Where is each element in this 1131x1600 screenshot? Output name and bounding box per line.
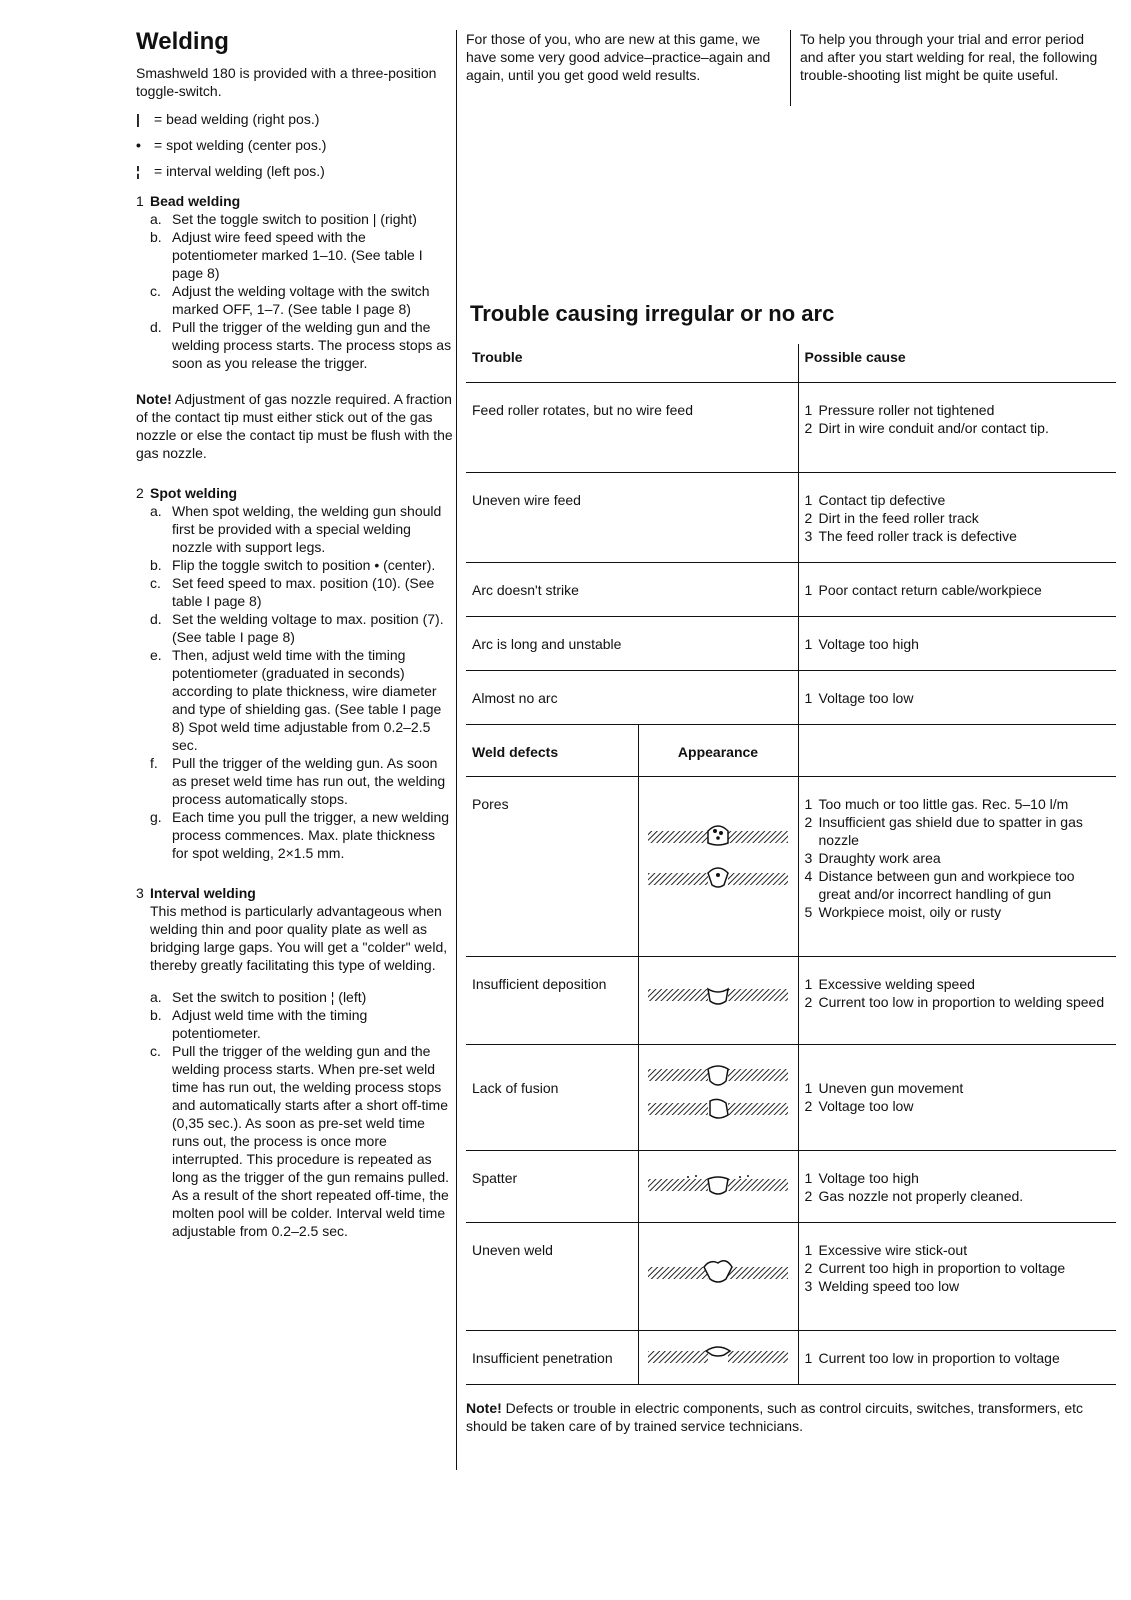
- defect-name: Insufficient deposition: [466, 956, 638, 1044]
- mode-interval: [136, 162, 454, 180]
- header-defects: Weld defects: [466, 724, 638, 776]
- list-item: [150, 556, 454, 574]
- defect-appearance: [638, 1044, 798, 1150]
- defect-appearance: [638, 956, 798, 1044]
- cause-list: 1 Uneven gun movement 2 Voltage too low: [798, 1044, 1116, 1150]
- item-text: Adjust wire feed speed with the potentiometer marked 1–10. (See table I page 8): [172, 229, 423, 281]
- step-title: Spot welding: [150, 485, 238, 501]
- table-row: [466, 616, 1116, 670]
- item-letter: f.: [150, 755, 158, 771]
- note-label: Note!: [466, 1399, 502, 1416]
- item-letter: b.: [150, 557, 162, 573]
- uneven-weld-diagram-icon: [648, 1259, 788, 1287]
- cause-item: Uneven gun movement: [818, 1079, 964, 1096]
- item-text: Set feed speed to max. position (10). (See table I page 8): [172, 575, 435, 609]
- cause-list: 1 Poor contact return cable/workpiece: [798, 562, 1116, 616]
- item-letter: b.: [150, 1007, 162, 1023]
- table-row: [466, 562, 1116, 616]
- defect-appearance: [638, 1330, 798, 1384]
- table-row: [466, 956, 1116, 1044]
- item-text: Adjust the welding voltage with the switch marked OFF, 1–7. (See table I page 8): [172, 283, 430, 317]
- item-letter: d.: [150, 319, 162, 335]
- defect-name: Spatter: [466, 1150, 638, 1222]
- mode-spot: [136, 136, 454, 154]
- table-row: [466, 776, 1116, 956]
- cause-item: Gas nozzle not properly cleaned.: [818, 1187, 1024, 1204]
- table-header-row: [466, 344, 1116, 382]
- mode-symbol: ¦: [136, 163, 140, 179]
- cause-list: 1 Excessive wire stick-out 2 Current too high in proportion to voltage 3 Welding speed too low: [798, 1222, 1116, 1330]
- note-label: Note!: [136, 391, 172, 407]
- item-letter: g.: [150, 809, 162, 825]
- cause-item: Poor contact return cable/workpiece: [818, 581, 1042, 598]
- cause-item: Workpiece moist, oily or rusty: [818, 903, 1002, 920]
- cause-list: 1 Voltage too low: [798, 670, 1116, 724]
- left-column: [136, 28, 454, 1240]
- step-title: Interval welding: [150, 885, 256, 901]
- table-row: [466, 472, 1116, 562]
- item-letter: c.: [150, 575, 161, 591]
- column-divider: [790, 30, 791, 106]
- note-gas-nozzle: [136, 390, 454, 462]
- cause-list: 1 Pressure roller not tightened 2 Dirt in wire conduit and/or contact tip.: [798, 382, 1116, 472]
- lack-of-fusion-diagram-icon: [648, 1065, 788, 1125]
- cause-item: Too much or too little gas. Rec. 5–10 l/m: [818, 795, 1069, 812]
- cause-item: The feed roller track is defective: [818, 527, 1017, 544]
- spatter-diagram-icon: [648, 1175, 788, 1199]
- header-appearance: Appearance: [638, 724, 798, 776]
- item-text: Flip the toggle switch to position • (center).: [172, 557, 436, 573]
- step-number: 3: [136, 885, 144, 901]
- list-item: [150, 210, 454, 228]
- list-item: [150, 282, 454, 318]
- list-item: [150, 646, 454, 754]
- cause-item: Pressure roller not tightened: [818, 401, 995, 418]
- item-text: Pull the trigger of the welding gun and the welding process starts. When pre-set weld time has run out, the welding process stops and automatically starts after a short off-time (0,35 sec.). As soon as pre-set weld time runs out, the process is once more interrupted. This procedure is repeated as long as the trigger of the gun remains pulled. As a result of the short repeated off-time, the molten pool will be colder. Interval weld time adjustable from 0.2–2.5 sec.: [172, 1043, 450, 1239]
- list-item: [150, 1006, 454, 1042]
- mode-label: = bead welding (right pos.): [154, 111, 320, 127]
- header-empty: [798, 724, 1116, 776]
- troubleshooting-section: [466, 300, 1131, 1435]
- list-item: [150, 502, 454, 556]
- table-title: Trouble causing irregular or no arc: [470, 301, 835, 326]
- item-text: Pull the trigger of the welding gun. As soon as preset weld time has run out, the welding process automatically stops.: [172, 755, 446, 807]
- defect-name: Lack of fusion: [466, 1044, 638, 1150]
- cause-item: Voltage too high: [818, 635, 919, 652]
- list-item: [150, 610, 454, 646]
- interval-welding-section: [136, 884, 454, 1240]
- mode-symbol: |: [136, 111, 140, 127]
- header-trouble: Trouble: [466, 344, 798, 382]
- defect-name: Pores: [466, 776, 638, 956]
- trouble-name: Feed roller rotates, but no wire feed: [466, 382, 798, 472]
- header-cause: Possible cause: [798, 344, 1116, 382]
- step-number: 1: [136, 193, 144, 209]
- bead-welding-section: [136, 192, 454, 372]
- defect-name: Uneven weld: [466, 1222, 638, 1330]
- cause-item: Current too high in proportion to voltage: [818, 1259, 1066, 1276]
- cause-item: Voltage too high: [818, 1169, 919, 1186]
- defect-appearance: [638, 1222, 798, 1330]
- cause-item: Voltage too low: [818, 1097, 914, 1114]
- cause-list: 1 Too much or too little gas. Rec. 5–10 l/m 2 Insufficient gas shield due to spatter in gas nozzle 3 Draughty work area 4 Distance between gun and workpiece too great and/or incorrect handling of gun 5 Workpiece moist, oily or rusty: [798, 776, 1116, 956]
- item-letter: d.: [150, 611, 162, 627]
- list-item: [150, 754, 454, 808]
- defects-header-row: [466, 724, 1116, 776]
- cause-item: Dirt in wire conduit and/or contact tip.: [818, 419, 1049, 436]
- cause-item: Excessive welding speed: [818, 975, 975, 992]
- list-item: [150, 808, 454, 862]
- list-item: [150, 988, 454, 1006]
- cause-list: 1 Voltage too high: [798, 616, 1116, 670]
- spot-welding-section: [136, 484, 454, 862]
- step-number: 2: [136, 485, 144, 501]
- cause-list: 1 Excessive welding speed 2 Current too low in proportion to welding speed: [798, 956, 1116, 1044]
- table-row: [466, 1150, 1116, 1222]
- note-text: Adjustment of gas nozzle required. A fraction of the contact tip must either stick out of the gas nozzle or else the contact tip must be flush with the gas nozzle.: [136, 391, 453, 461]
- cause-item: Voltage too low: [818, 689, 914, 706]
- list-item: [150, 574, 454, 610]
- defect-name: Insufficient penetration: [466, 1330, 638, 1384]
- cause-item: Welding speed too low: [818, 1277, 960, 1294]
- column-divider: [456, 30, 457, 1470]
- item-text: Then, adjust weld time with the timing potentiometer (graduated in seconds) according to plate thickness, wire diameter and type of shielding gas. (See table I page 8) Spot weld time adjustable from 0.2–2.5 sec.: [172, 647, 442, 753]
- item-text: Each time you pull the trigger, a new welding process commences. Max. plate thickness for spot welding, 2×1.5 mm.: [172, 809, 450, 861]
- item-letter: a.: [150, 211, 162, 227]
- insufficient-penetration-diagram-icon: [648, 1345, 788, 1369]
- item-letter: a.: [150, 503, 162, 519]
- mode-symbol: •: [136, 137, 141, 153]
- cause-item: Current too low in proportion to welding speed: [818, 993, 1105, 1010]
- trouble-name: Almost no arc: [466, 670, 798, 724]
- trouble-name: Arc doesn't strike: [466, 562, 798, 616]
- cause-item: Draughty work area: [818, 849, 941, 866]
- insufficient-deposition-diagram-icon: [648, 985, 788, 1009]
- item-text: Set the toggle switch to position | (right): [172, 211, 417, 227]
- cause-list: 1 Contact tip defective 2 Dirt in the feed roller track 3 The feed roller track is defective: [798, 472, 1116, 562]
- table-row: [466, 670, 1116, 724]
- interval-intro: [150, 902, 454, 974]
- cause-item: Distance between gun and workpiece too great and/or incorrect handling of gun: [818, 867, 1075, 902]
- mode-label: = spot welding (center pos.): [154, 137, 327, 153]
- advice-text: For those of you, who are new at this game, we have some very good advice–practice–again and again, until you get good weld results.: [466, 31, 771, 83]
- list-item: [150, 228, 454, 282]
- item-letter: e.: [150, 647, 162, 663]
- cause-list: 1 Current too low in proportion to voltage: [798, 1330, 1116, 1384]
- cause-list: 1 Voltage too high 2 Gas nozzle not properly cleaned.: [798, 1150, 1116, 1222]
- cause-item: Excessive wire stick-out: [818, 1241, 968, 1258]
- cause-item: Current too low in proportion to voltage: [818, 1349, 1060, 1366]
- table-row: [466, 1222, 1116, 1330]
- item-letter: b.: [150, 229, 162, 245]
- section-title: Welding: [136, 28, 229, 55]
- trouble-name: Uneven wire feed: [466, 472, 798, 562]
- step-title: Bead welding: [150, 193, 241, 209]
- item-text: When spot welding, the welding gun should first be provided with a special welding nozzle with support legs.: [172, 503, 442, 555]
- list-item: [150, 1042, 454, 1240]
- item-text: Set the switch to position ¦ (left): [172, 989, 367, 1005]
- defect-appearance: [638, 776, 798, 956]
- list-item: [150, 318, 454, 372]
- defect-appearance: [638, 1150, 798, 1222]
- cause-item: Dirt in the feed roller track: [818, 509, 979, 526]
- table-row: [466, 382, 1116, 472]
- table-row: [466, 1044, 1116, 1150]
- item-text: Pull the trigger of the welding gun and the welding process starts. The process stops as soon as you release the trigger.: [172, 319, 452, 371]
- table-row: [466, 1330, 1116, 1384]
- intro-text: Smashweld 180 is provided with a three-position toggle-switch.: [136, 65, 437, 99]
- item-letter: a.: [150, 989, 162, 1005]
- cause-item: Contact tip defective: [818, 491, 946, 508]
- trouble-table: [466, 344, 1116, 1385]
- note-electric-components: [466, 1399, 1106, 1435]
- mode-bead: [136, 110, 454, 128]
- item-text: Adjust weld time with the timing potentiometer.: [172, 1007, 368, 1041]
- cause-item: Insufficient gas shield due to spatter in gas nozzle: [818, 813, 1083, 848]
- item-letter: c.: [150, 1043, 161, 1059]
- trouble-name: Arc is long and unstable: [466, 616, 798, 670]
- mode-label: = interval welding (left pos.): [154, 163, 325, 179]
- troubleshooting-intro: To help you through your trial and error period and after you start welding for real, the following trouble-shooting list might be quite useful.: [800, 31, 1098, 83]
- item-text: This method is particularly advantageous when welding thin and poor quality plate as well as bridging large gaps. You will get a "colder" weld, thereby greatly facilitating this type of welding.: [150, 903, 448, 973]
- item-letter: c.: [150, 283, 161, 299]
- note-text: Defects or trouble in electric components, such as control circuits, switches, transformers, etc should be taken care of by trained service technicians.: [466, 1399, 1083, 1434]
- item-text: Set the welding voltage to max. position (7). (See table I page 8): [172, 611, 444, 645]
- pores-diagram-icon: [648, 817, 788, 897]
